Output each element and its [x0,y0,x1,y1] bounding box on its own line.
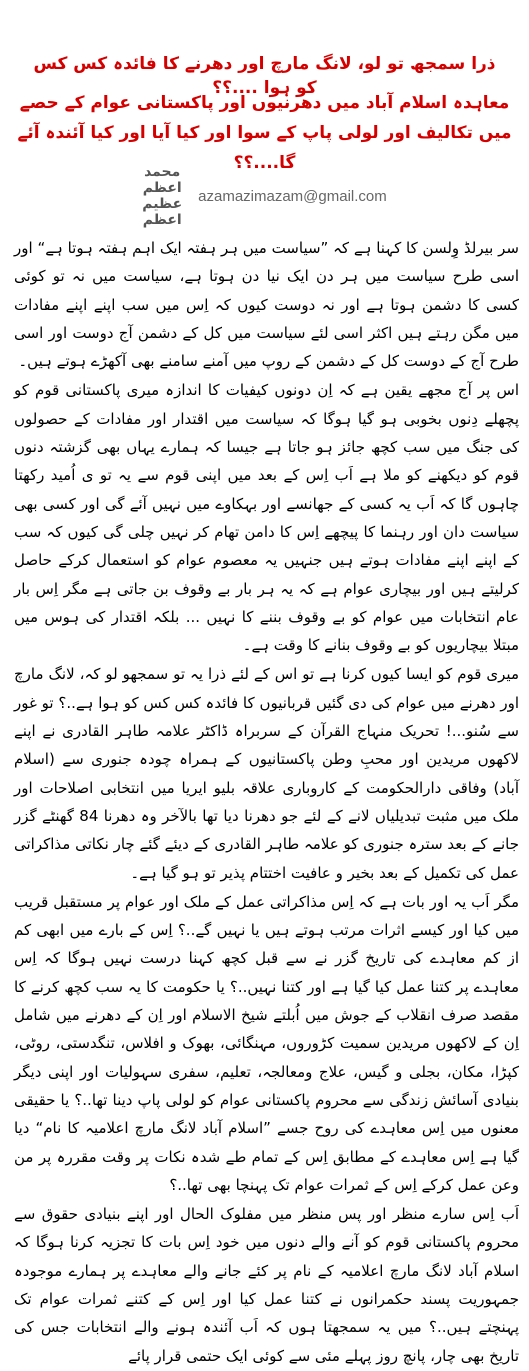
byline [142,164,387,228]
paragraph: اس پر آج مجھے یقین ہے کہ اِن دونوں کیفیات کا اندازہ میری پاکستانی قوم کو پچھلے دِنوں بخوبی ہو گیا ہوگا کہ سیاست میں اقتدار اور مفادات کے حصولوں کی جنگ میں سب کچھ جائز ہو جاتا ہے جیسا کہ ہمارے یہاں بھی گزشتہ دنوں قوم کو دیکھنے کو ملا ہے اَب اِس کے بعد میں اپنی قوم سے یہ تو ی اُمید رکھتا چاہوں گا کہ اَب یہ کسی کے جھانسے اور بہکاوے میں نہیں آئے گی اور کسی بھی سیاست دان اور رہنما کا پیچھے اِس کا دامن تھام کر نہیں چلی گی کیوں کہ سب کے اپنے اپنے مفادات ہوتے ہیں جنہیں یہ معصوم عوام کو استعمال کرکے حاصل کرلیتے ہیں اور بیچاری عوام ہے کہ یہ ہر بار بے وقوف بن جاتی ہے مگر اِس بار عام انتخابات میں عوام کو بے وقوف بننے کا نہیں ... بلکہ اقتدار کی ہوس میں مبتلا بیچاریوں کو بے وقوف بنانے کا وقت ہے۔ [14,381,519,655]
paragraph: مگر اَب یہ اور بات ہے کہ اِس مذاکراتی عمل کے ملک اور عوام پر مستقبل قریب میں کیا اور کیسے اثرات مرتب ہوتے ہیں یا نہیں گے..؟ اِس کے بارے میں ابھی کم از کم معاہدے کی تاریخ گزر نے سے قبل کچھ کہنا درست نہیں ہوگا کہ اِس معاہدے پر کتنا عمل کیا گیا ہے اور کتنا نہیں..؟ یا حکومت کا یہ سب کچھ کرنے کا مقصد صرف انقلاب کے جوش میں اُبلتے شیخ الاسلام اور اِن کے دھرنے میں شامل اِن کے لاکھوں مریدین سمیت کڑوروں، مہنگائی، بھوک و افلاس، تنگدستی، روٹی، کپڑا، مکان، بجلی و گیس، علاج ومعالجہ، تعلیم، سفری سہولیات اور اپنی دیگر بنیادی آسائش زندگی سے محروم پاکستانی عوام کو لولی پاپ دینا تھا..؟ یا حقیقی معنوں میں اِس معاہدے کی روح جسے ”اسلام آباد لانگ مارچ اعلامیہ کا نام“ دیا گیا ہے اِس معاہدے کے مطابق اِس کے تمام طے شدہ نکات پر وقت مقررہ پر من وعن عمل کرکے اِس کے ثمرات عوام تک پہنچا بھی تھا..؟ [14,892,519,1194]
author-email[interactable]: azamazimazam@gmail.com [198,187,387,205]
paragraph: سر بیرلڈ وِلسن کا کہنا ہے کہ ”سیاست میں ہر ہفتہ ایک اہم ہفتہ ہوتا ہے“ اور اسی طرح سیاست میں ہر دن ایک نیا دن ہوتا ہے، سیاست میں نہ تو کوئی کسی کا دشمن ہوتا ہے اور نہ دوست کیوں کہ اِس میں سب اپنے اپنے مفادات میں مگن رہتے ہیں اکثر اسی لئے سیاست میں کل کے دشمن آج دوست اور اسی طرح آج کے دوست کل کے دشمن کے روپ میں آمنے سامنے بھی آکھڑے ہوتے ہیں۔ [14,239,519,371]
paragraph: میری قوم کو ایسا کیوں کرنا ہے تو اس کے لئے ذرا یہ تو سمجھو لو کہ، لانگ مارچ اور دھرنے میں عوام کی دی گئیں قربانیوں کا فائدہ کس کس کو ہوا ہے..؟ تو غور سے سُنو...! تحریک منہاج القرآن کے سربراہ ڈاکٹر علامہ طاہر القادری نے اپنے لاکھوں مریدین اور محبِ وطن پاکستانیوں کے ہمراہ چودہ جنوری سے (اسلام آباد) وفاقی دارالحکومت کے کاروباری علاقہ بلیو ایریا میں انتخابی اصلاحات اور ملک میں مثبت تبدیلیاں لانے کے لئے جو دھرنا دیا تھا بالآخر وہ دھرنا 84 گھنٹے گزر جانے کے بعد سترہ جنوری کو علامہ طاہر القادری کے دیئے گئے چار نکاتی مذاکراتی عمل کی تکمیل کے بعد بخیر و عافیت اختتام پذیر تو ہو گیا ہے۔ [14,665,519,882]
subheadline: معاہدہ اسلام آباد میں دھرنیوں اور پاکستانی عوام کے حصے میں تکالیف اور لولی پاپ کے سوا اور کیا آیا اور کیا آئندہ آئے گا....؟؟ [17,93,512,173]
headline: ذرا سمجھ تو لو، لانگ مارچ اور دھرنے کا فائدہ کس کس کو ہوا ....؟؟ [33,54,496,98]
article-body [14,234,519,1371]
paragraph: اَب اِس سارے منظر اور پس منظر میں مفلوک الحال اور اپنے بنیادی حقوق سے محروم پاکستانی قوم کو آنے والے دنوں میں خود اِس بات کا تجزیہ کرنا ہوگا کہ اسلام آباد لانگ مارچ اعلامیہ کے نام پر کئے جانے والے معاہدے پر ہمارے موجودہ جمہوریت پسند حکمرانوں نے کتنا عمل کیا اور اِس کے کتنے ثمرات عوام تک پہنچتے ہیں..؟ میں یہ سمجھتا ہوں کہ اَب آئندہ ہونے والے انتخابات جس کی تاریخ بھی چار، پانچ روز پہلے مئی سے کوئی ایک حتمی قرار پائے [14,1205,519,1365]
author-name: محمد اعظم عظیم اعظم [142,164,183,228]
